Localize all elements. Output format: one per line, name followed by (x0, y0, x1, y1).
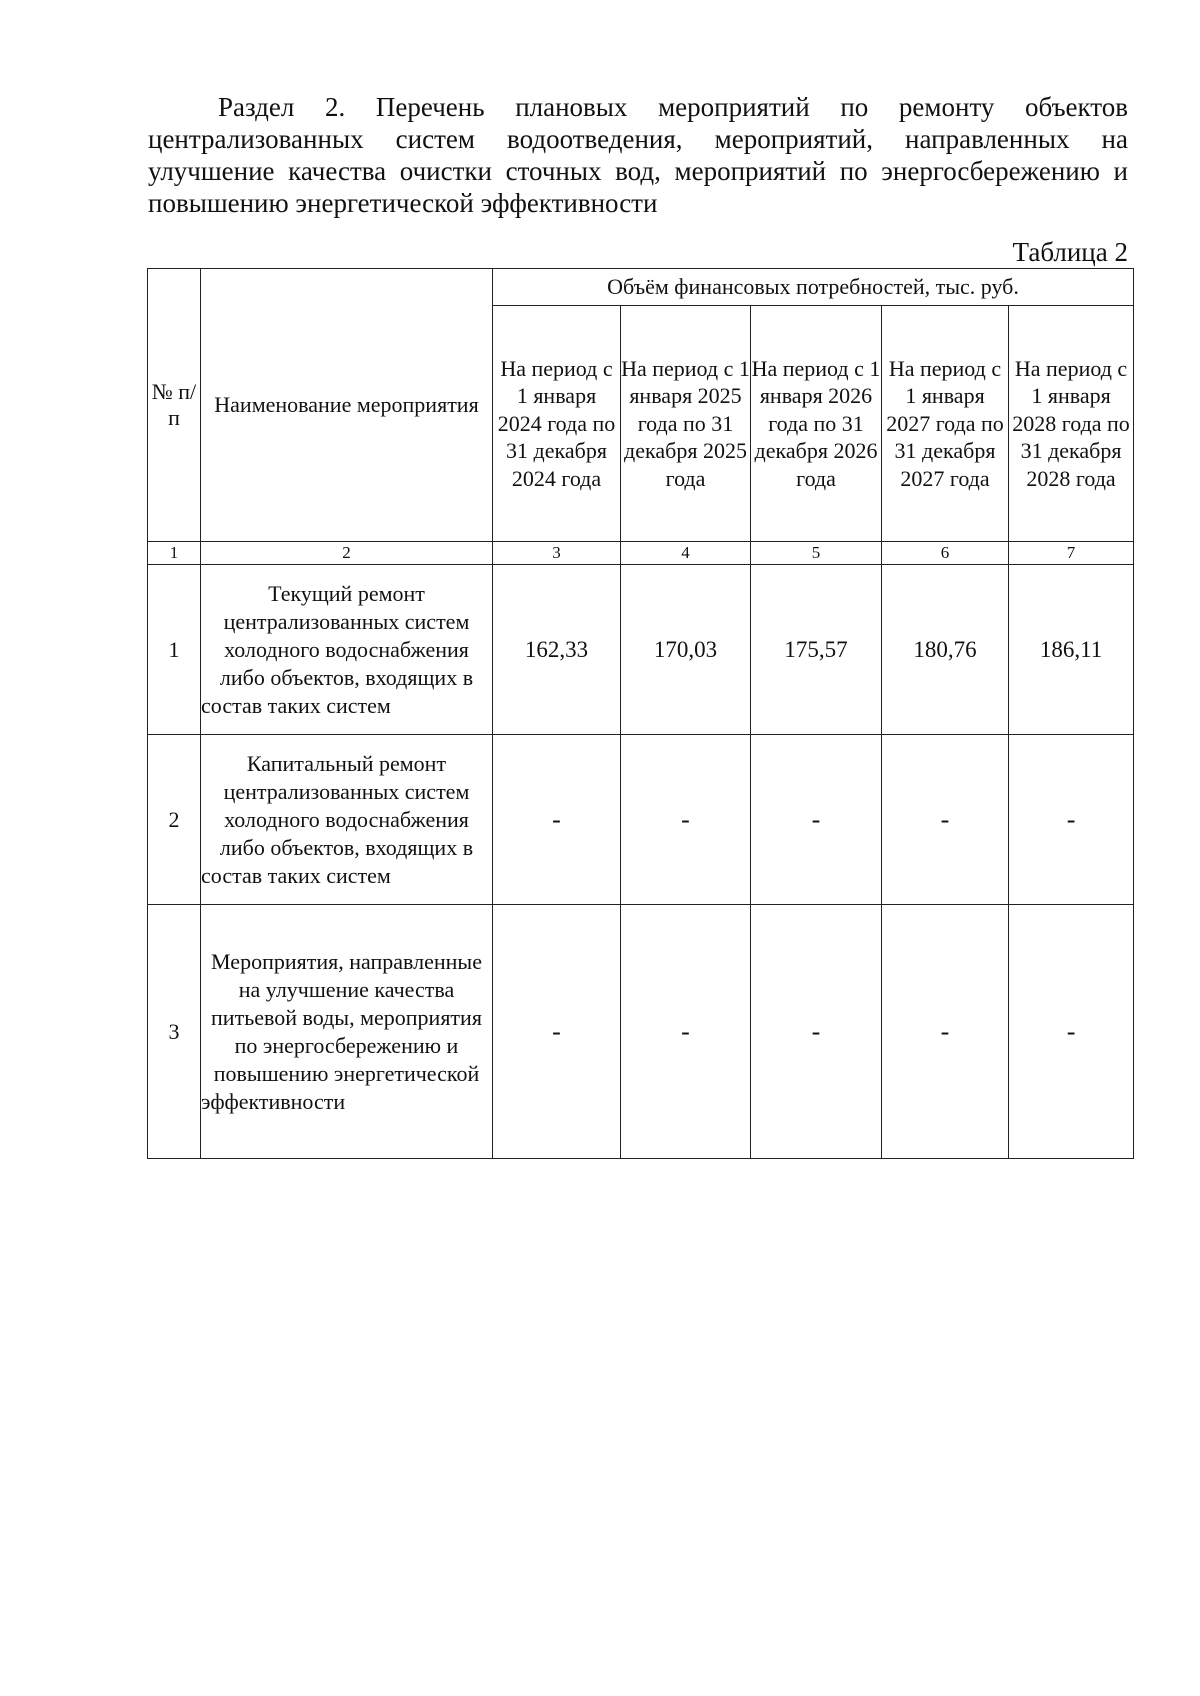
column-number: 5 (751, 542, 882, 565)
value-cell: 162,33 (493, 565, 621, 735)
header-period-2028: На период с 1 января 2028 года по 31 декабря 2028 года (1009, 306, 1134, 542)
value-cell: 175,57 (751, 565, 882, 735)
row-number: 1 (148, 565, 201, 735)
value-cell: 186,11 (1009, 565, 1134, 735)
value-cell: - (493, 735, 621, 905)
header-period-2025: На период с 1 января 2025 года по 31 декабря 2025 года (621, 306, 751, 542)
table-row (148, 565, 1134, 735)
header-period-2026: На период с 1 января 2026 года по 31 декабря 2026 года (751, 306, 882, 542)
value-cell: - (751, 735, 882, 905)
row-number: 2 (148, 735, 201, 905)
header-row-number: № п/п (148, 269, 201, 542)
value-cell: 170,03 (621, 565, 751, 735)
value-cell: - (1009, 735, 1134, 905)
column-number: 1 (148, 542, 201, 565)
table-caption: Таблица 2 (1012, 237, 1128, 267)
table-row (148, 735, 1134, 905)
value-cell: - (1009, 905, 1134, 1159)
header-financial-needs: Объём финансовых потребностей, тыс. руб. (493, 269, 1134, 306)
column-number-row (148, 542, 1134, 565)
value-cell: - (621, 905, 751, 1159)
value-cell: - (751, 905, 882, 1159)
value-cell: - (882, 905, 1009, 1159)
header-period-2027: На период с 1 января 2027 года по 31 декабря 2027 года (882, 306, 1009, 542)
value-cell: - (493, 905, 621, 1159)
value-cell: 180,76 (882, 565, 1009, 735)
table-row (148, 905, 1134, 1159)
column-number: 3 (493, 542, 621, 565)
value-cell: - (882, 735, 1009, 905)
activity-name: Мероприятия, направленные на улучшение качества питьевой воды, мероприятия по энергосбережению и повышению энергетической эффективности (201, 905, 493, 1159)
value-cell: - (621, 735, 751, 905)
column-number: 2 (201, 542, 493, 565)
financial-needs-table (147, 268, 1134, 1159)
column-number: 7 (1009, 542, 1134, 565)
column-number: 4 (621, 542, 751, 565)
section-title: Раздел 2. Перечень плановых мероприятий по ремонту объектов централизованных систем водоотведения, мероприятий, направленных на улучшение качества очистки сточных вод, мероприятий по энергосбережению и повышению энергетической эффективности (148, 92, 1128, 218)
activity-name: Капитальный ремонт централизованных систем холодного водоснабжения либо объектов, входящих в состав таких систем (201, 735, 493, 905)
header-period-2024: На период с 1 января 2024 года по 31 декабря 2024 года (493, 306, 621, 542)
column-number: 6 (882, 542, 1009, 565)
row-number: 3 (148, 905, 201, 1159)
header-activity-name: Наименование мероприятия (201, 269, 493, 542)
activity-name: Текущий ремонт централизованных систем холодного водоснабжения либо объектов, входящих в состав таких систем (201, 565, 493, 735)
